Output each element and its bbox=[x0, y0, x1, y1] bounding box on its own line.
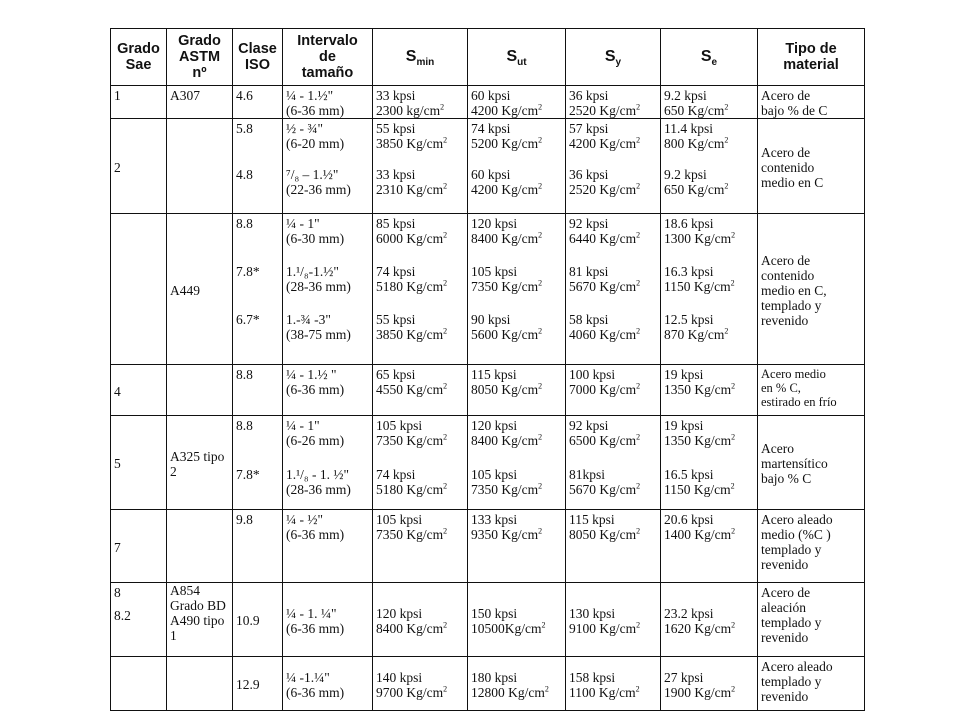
intervalo-line: (6-36 mm) bbox=[286, 684, 345, 700]
cell-s-e bbox=[661, 365, 758, 416]
cell-grado-astm bbox=[167, 365, 233, 416]
table-row bbox=[111, 657, 865, 711]
tipo-material-line: templado y bbox=[761, 297, 822, 313]
s-min-line: 5180 $Kg/cm^2$ bbox=[376, 278, 448, 294]
spacer bbox=[471, 151, 562, 167]
tipo-material-line: en % C, bbox=[761, 381, 801, 395]
cell-grado-sae bbox=[111, 583, 167, 657]
s-min-line: 4550 $Kg/cm^2$ bbox=[376, 381, 448, 397]
header-s-ut: $S_{ut}$ bbox=[468, 29, 566, 86]
header-intervalo: Intervalo de tamaño bbox=[283, 29, 373, 86]
cell-intervalo bbox=[283, 510, 373, 583]
cell-clase-iso bbox=[233, 657, 283, 711]
s-min-line: 33 kpsi bbox=[376, 88, 416, 103]
clase-iso-value: 4.8 bbox=[236, 167, 253, 182]
tipo-material-line: aleación bbox=[761, 600, 806, 615]
clase-iso-value: 8.8 bbox=[236, 367, 253, 382]
grado-astm-value: A307 bbox=[170, 88, 200, 103]
intervalo-line: (38-75 mm) bbox=[286, 327, 351, 342]
cell-tipo-material bbox=[758, 583, 865, 657]
cell-s-ut bbox=[468, 583, 566, 657]
spacer bbox=[664, 151, 754, 167]
spacer bbox=[376, 246, 464, 264]
grado-astm-value: A854 Grado BD A490 tipo 1 bbox=[170, 583, 226, 643]
spacer bbox=[471, 448, 562, 467]
tipo-material-line: revenido bbox=[761, 557, 809, 572]
cell-clase-iso bbox=[233, 583, 283, 657]
s-ut-line: 90 kpsi bbox=[471, 312, 511, 327]
intervalo-line: (6-20 mm) bbox=[286, 136, 345, 151]
s-ut-line: 8400 $Kg/cm^2$ bbox=[471, 230, 543, 246]
cell-s-y bbox=[566, 416, 661, 510]
spacer bbox=[286, 294, 369, 312]
cell-tipo-material bbox=[758, 657, 865, 711]
clase-iso-value: 10.9 bbox=[236, 613, 260, 628]
cell-clase-iso bbox=[233, 119, 283, 214]
cell-intervalo bbox=[283, 214, 373, 365]
cell-clase-iso bbox=[233, 365, 283, 416]
clase-iso-value: 6.7* bbox=[236, 312, 260, 327]
cell-tipo-material bbox=[758, 214, 865, 365]
s-y-line: 7000 $Kg/cm^2$ bbox=[569, 381, 641, 397]
tipo-material-line: Acero de bbox=[761, 88, 811, 103]
s-ut-line: 105 kpsi bbox=[471, 264, 518, 279]
s-min-line: 2310 $Kg/cm^2$ bbox=[376, 181, 448, 197]
s-min-line: 3850 $Kg/cm^2$ bbox=[376, 326, 448, 342]
cell-grado-astm bbox=[167, 583, 233, 657]
tipo-material-line: martensítico bbox=[761, 456, 828, 471]
spacer bbox=[286, 151, 369, 167]
s-ut-line: 8050 $Kg/cm^2$ bbox=[471, 381, 543, 397]
s-ut-line: 4200 $Kg/cm^2$ bbox=[471, 181, 543, 197]
grado-astm-value bbox=[167, 119, 232, 121]
tipo-material-line: bajo % C bbox=[761, 471, 812, 486]
cell-s-min bbox=[373, 657, 468, 711]
cell-s-ut bbox=[468, 510, 566, 583]
spacer bbox=[236, 433, 279, 448]
spacer bbox=[471, 246, 562, 264]
s-e-line: 20.6 kpsi bbox=[664, 512, 714, 527]
intervalo-line: 1.¹/₈ - 1. ½" bbox=[286, 467, 350, 482]
cell-s-min bbox=[373, 119, 468, 214]
intervalo-line: ¼ - 1.½ " bbox=[286, 367, 337, 382]
cell-clase-iso bbox=[233, 416, 283, 510]
s-ut-line: 115 kpsi bbox=[471, 367, 517, 382]
s-ut-line: 5600 $Kg/cm^2$ bbox=[471, 326, 543, 342]
header-row bbox=[111, 29, 865, 86]
clase-iso-value: 7.8* bbox=[236, 467, 260, 482]
tipo-material-line: medio (%C ) bbox=[761, 527, 831, 542]
bolt-grades-table bbox=[110, 28, 865, 711]
tipo-material-line: Acero de bbox=[761, 144, 811, 160]
tipo-material-line: templado y bbox=[761, 615, 822, 630]
cell-clase-iso bbox=[233, 510, 283, 583]
intervalo-line: ¼ - 1" bbox=[286, 418, 320, 433]
tipo-material-line: Acero aleado bbox=[761, 512, 833, 527]
clase-iso-value: 8.8 bbox=[236, 216, 253, 231]
table-row bbox=[111, 86, 865, 119]
s-e-line: 1300 $Kg/cm^2$ bbox=[664, 230, 736, 246]
header-grado-astm: Grado ASTM nº bbox=[167, 29, 233, 86]
table-row bbox=[111, 119, 865, 214]
s-y-line: 92 kpsi bbox=[569, 418, 609, 433]
clase-iso-value: 5.8 bbox=[236, 121, 253, 136]
cell-tipo-material bbox=[758, 510, 865, 583]
tipo-material-line: Acero de bbox=[761, 252, 811, 268]
tipo-material-line: revenido bbox=[761, 312, 809, 328]
grado-astm-value bbox=[167, 657, 232, 659]
cell-grado-sae bbox=[111, 416, 167, 510]
spacer bbox=[376, 294, 464, 312]
cell-grado-sae bbox=[111, 365, 167, 416]
s-e-line: 1150 $Kg/cm^2$ bbox=[664, 481, 735, 497]
cell-intervalo bbox=[283, 657, 373, 711]
tipo-material-line: contenido bbox=[761, 159, 815, 175]
intervalo-line: ¼ - 1" bbox=[286, 216, 320, 231]
s-y-line: 6440 $Kg/cm^2$ bbox=[569, 230, 641, 246]
tipo-material-line: bajo % de C bbox=[761, 103, 828, 118]
s-e-line: 9.2 kpsi bbox=[664, 88, 707, 103]
intervalo-line: 1.¹/₈-1.½" bbox=[286, 264, 339, 279]
s-e-line: 12.5 kpsi bbox=[664, 312, 714, 327]
cell-s-e bbox=[661, 510, 758, 583]
s-e-line: 1350 $Kg/cm^2$ bbox=[664, 432, 736, 448]
intervalo-line: (28-36 mm) bbox=[286, 482, 351, 497]
tipo-material-line: templado y bbox=[761, 674, 822, 689]
intervalo-line: (28-36 mm) bbox=[286, 279, 351, 294]
cell-grado-sae bbox=[111, 214, 167, 365]
s-y-line: 36 kpsi bbox=[569, 167, 609, 182]
spacer bbox=[236, 151, 279, 167]
table-row bbox=[111, 365, 865, 416]
cell-tipo-material bbox=[758, 119, 865, 214]
intervalo-line: ¼ - 1.½" bbox=[286, 88, 334, 103]
spacer bbox=[236, 448, 279, 467]
cell-tipo-material bbox=[758, 365, 865, 416]
tipo-material-line: contenido bbox=[761, 267, 815, 283]
s-min-line: 140 kpsi bbox=[376, 669, 423, 685]
s-y-line: 1100 $Kg/cm^2$ bbox=[569, 684, 640, 700]
s-ut-line: 7350 $Kg/cm^2$ bbox=[471, 481, 543, 497]
cell-s-y bbox=[566, 86, 661, 119]
s-y-line: 57 kpsi bbox=[569, 121, 609, 136]
s-y-line: 2520 $Kg/cm^2$ bbox=[569, 102, 641, 118]
s-min-line: 33 kpsi bbox=[376, 167, 416, 182]
cell-s-ut bbox=[468, 365, 566, 416]
grado-sae-value bbox=[111, 657, 166, 659]
cell-grado-astm bbox=[167, 657, 233, 711]
cell-s-e bbox=[661, 416, 758, 510]
s-ut-line: 5200 $Kg/cm^2$ bbox=[471, 135, 543, 151]
grado-sae-value: 1 bbox=[114, 88, 121, 103]
cell-s-y bbox=[566, 119, 661, 214]
cell-s-ut bbox=[468, 119, 566, 214]
s-min-line: 105 kpsi bbox=[376, 418, 423, 433]
intervalo-line: (22-36 mm) bbox=[286, 182, 351, 197]
intervalo-line: 1.-¾ -3" bbox=[286, 312, 331, 327]
s-ut-line: 150 kpsi bbox=[471, 605, 518, 621]
s-e-line: 1400 $Kg/cm^2$ bbox=[664, 526, 736, 542]
s-y-line: 8050 $Kg/cm^2$ bbox=[569, 526, 641, 542]
cell-grado-astm bbox=[167, 214, 233, 365]
s-min-line: 7350 $Kg/cm^2$ bbox=[376, 432, 448, 448]
grado-astm-value: A449 bbox=[170, 282, 200, 298]
s-e-line: 11.4 kpsi bbox=[664, 121, 714, 136]
s-ut-line: 120 kpsi bbox=[471, 216, 518, 231]
s-ut-line: 4200 $Kg/cm^2$ bbox=[471, 102, 543, 118]
s-y-line: 2520 $Kg/cm^2$ bbox=[569, 181, 641, 197]
cell-grado-sae bbox=[111, 86, 167, 119]
s-ut-line: 7350 $Kg/cm^2$ bbox=[471, 278, 543, 294]
s-ut-line: $10500Kg/cm^2$ bbox=[471, 620, 546, 636]
header-s-min: $S_{min}$ bbox=[373, 29, 468, 86]
spacer bbox=[236, 279, 279, 294]
s-e-line: 870 $Kg/cm^2$ bbox=[664, 326, 729, 342]
intervalo-line: ¼ - ½" bbox=[286, 512, 324, 527]
cell-s-e bbox=[661, 583, 758, 657]
clase-iso-value: 12.9 bbox=[236, 677, 260, 692]
cell-clase-iso bbox=[233, 86, 283, 119]
s-e-line: 16.3 kpsi bbox=[664, 264, 714, 279]
s-y-line: 4060 $Kg/cm^2$ bbox=[569, 326, 641, 342]
clase-iso-value: 9.8 bbox=[236, 512, 253, 527]
cell-s-min bbox=[373, 365, 468, 416]
s-y-line: 5670 $Kg/cm^2$ bbox=[569, 278, 641, 294]
tipo-material-line: templado y bbox=[761, 542, 822, 557]
intervalo-line: (6-30 mm) bbox=[286, 231, 345, 246]
grado-sae-value: 8.2 bbox=[114, 608, 131, 623]
spacer bbox=[376, 151, 464, 167]
s-min-line: 6000 $Kg/cm^2$ bbox=[376, 230, 448, 246]
cell-s-e bbox=[661, 119, 758, 214]
s-min-line: 8400 $Kg/cm^2$ bbox=[376, 620, 448, 636]
cell-intervalo bbox=[283, 86, 373, 119]
s-min-line: 74 kpsi bbox=[376, 467, 416, 482]
grado-sae-value: 7 bbox=[114, 539, 121, 555]
s-ut-line: 105 kpsi bbox=[471, 467, 518, 482]
s-min-line: 74 kpsi bbox=[376, 264, 416, 279]
s-e-line: 650 $Kg/cm^2$ bbox=[664, 102, 729, 118]
spacer bbox=[664, 246, 754, 264]
s-ut-line: 180 kpsi bbox=[471, 669, 518, 685]
cell-grado-astm bbox=[167, 119, 233, 214]
s-e-line: 650 $Kg/cm^2$ bbox=[664, 181, 729, 197]
cell-s-min bbox=[373, 583, 468, 657]
cell-grado-astm bbox=[167, 510, 233, 583]
cell-s-min bbox=[373, 416, 468, 510]
table-row bbox=[111, 583, 865, 657]
cell-s-min bbox=[373, 86, 468, 119]
s-ut-line: 8400 $Kg/cm^2$ bbox=[471, 432, 543, 448]
s-ut-line: 120 kpsi bbox=[471, 418, 518, 433]
intervalo-line: ¼ - 1. ¼" bbox=[286, 605, 337, 621]
cell-intervalo bbox=[283, 119, 373, 214]
clase-iso-value: 4.6 bbox=[236, 88, 253, 103]
s-y-line: 36 kpsi bbox=[569, 88, 609, 103]
s-ut-line: 12800 $Kg/cm^2$ bbox=[471, 684, 549, 700]
s-e-line: 19 kpsi bbox=[664, 418, 704, 433]
s-min-line: 2300 $kg/cm^2$ bbox=[376, 102, 445, 118]
tipo-material-line: revenido bbox=[761, 630, 809, 645]
spacer bbox=[236, 246, 279, 264]
s-min-line: 105 kpsi bbox=[376, 512, 423, 527]
s-y-line: 58 kpsi bbox=[569, 312, 609, 327]
cell-s-ut bbox=[468, 657, 566, 711]
clase-iso-value: 8.8 bbox=[236, 418, 253, 433]
spacer bbox=[569, 294, 657, 312]
cell-s-y bbox=[566, 365, 661, 416]
cell-s-ut bbox=[468, 214, 566, 365]
intervalo-line: (6-36 mm) bbox=[286, 382, 345, 397]
header-clase-iso: Clase ISO bbox=[233, 29, 283, 86]
spacer bbox=[286, 246, 369, 264]
s-e-line: 18.6 kpsi bbox=[664, 216, 714, 231]
cell-grado-sae bbox=[111, 119, 167, 214]
s-min-line: 55 kpsi bbox=[376, 312, 416, 327]
grado-astm-value: A325 tipo 2 bbox=[170, 448, 225, 479]
tipo-material-line: estirado en frío bbox=[761, 395, 837, 409]
s-y-line: 158 kpsi bbox=[569, 669, 616, 685]
intervalo-line: (6-36 mm) bbox=[286, 103, 345, 118]
cell-intervalo bbox=[283, 416, 373, 510]
spacer bbox=[236, 294, 279, 312]
cell-grado-sae bbox=[111, 657, 167, 711]
header-tipo-material: Tipo de material bbox=[758, 29, 865, 86]
cell-s-e bbox=[661, 657, 758, 711]
bolt-grades-sheet bbox=[110, 28, 864, 711]
cell-s-y bbox=[566, 583, 661, 657]
intervalo-line: ½ - ¾" bbox=[286, 121, 324, 136]
cell-grado-sae bbox=[111, 510, 167, 583]
s-y-line: 81 kpsi bbox=[569, 264, 609, 279]
s-y-line: 100 kpsi bbox=[569, 367, 616, 382]
cell-tipo-material bbox=[758, 86, 865, 119]
s-y-line: 130 kpsi bbox=[569, 605, 616, 621]
cell-intervalo bbox=[283, 365, 373, 416]
s-min-line: 55 kpsi bbox=[376, 121, 416, 136]
s-e-line: 27 kpsi bbox=[664, 669, 704, 685]
s-min-line: 7350 $Kg/cm^2$ bbox=[376, 526, 448, 542]
s-y-line: 115 kpsi bbox=[569, 512, 615, 527]
spacer bbox=[569, 246, 657, 264]
s-y-line: 6500 $Kg/cm^2$ bbox=[569, 432, 641, 448]
s-min-line: 3850 $Kg/cm^2$ bbox=[376, 135, 448, 151]
s-e-line: 1350 $Kg/cm^2$ bbox=[664, 381, 736, 397]
s-y-line: 9100 $Kg/cm^2$ bbox=[569, 620, 641, 636]
grado-sae-value: 5 bbox=[114, 456, 121, 471]
s-min-line: 5180 $Kg/cm^2$ bbox=[376, 481, 448, 497]
grado-sae-value: 8 bbox=[114, 585, 121, 600]
table-body bbox=[111, 86, 865, 711]
s-e-line: 9.2 kpsi bbox=[664, 167, 707, 182]
intervalo-line: ⁷/₈ – 1.½" bbox=[286, 167, 339, 182]
grado-sae-value: 4 bbox=[114, 383, 121, 399]
tipo-material-line: medio en C bbox=[761, 174, 824, 190]
spacer bbox=[236, 136, 279, 151]
s-min-line: 9700 $Kg/cm^2$ bbox=[376, 684, 448, 700]
cell-s-y bbox=[566, 510, 661, 583]
spacer bbox=[664, 294, 754, 312]
tipo-material-line: medio en C, bbox=[761, 282, 827, 298]
header-grado-sae: Grado Sae bbox=[111, 29, 167, 86]
s-e-line: 19 kpsi bbox=[664, 367, 704, 382]
cell-s-e bbox=[661, 86, 758, 119]
s-y-line: 4200 $Kg/cm^2$ bbox=[569, 135, 641, 151]
tipo-material-line: Acero bbox=[761, 441, 794, 456]
s-ut-line: 74 kpsi bbox=[471, 121, 511, 136]
intervalo-line: (6-36 mm) bbox=[286, 527, 345, 542]
cell-s-y bbox=[566, 657, 661, 711]
cell-s-ut bbox=[468, 416, 566, 510]
spacer bbox=[286, 448, 369, 467]
grado-sae-value: 2 bbox=[114, 159, 121, 175]
s-ut-line: 60 kpsi bbox=[471, 88, 511, 103]
s-min-line: 65 kpsi bbox=[376, 367, 416, 382]
cell-grado-astm bbox=[167, 416, 233, 510]
cell-s-min bbox=[373, 510, 468, 583]
header-s-e: $S_e$ bbox=[661, 29, 758, 86]
table-row bbox=[111, 510, 865, 583]
spacer bbox=[569, 151, 657, 167]
s-e-line: 800 $Kg/cm^2$ bbox=[664, 135, 729, 151]
cell-grado-astm bbox=[167, 86, 233, 119]
header-s-y: $S_y$ bbox=[566, 29, 661, 86]
s-ut-line: 133 kpsi bbox=[471, 512, 518, 527]
spacer bbox=[471, 294, 562, 312]
s-ut-line: 9350 $Kg/cm^2$ bbox=[471, 526, 543, 542]
cell-s-min bbox=[373, 214, 468, 365]
s-e-line: 1900 $Kg/cm^2$ bbox=[664, 684, 736, 700]
grado-sae-value bbox=[111, 214, 166, 216]
tipo-material-line: Acero de bbox=[761, 585, 811, 600]
grado-astm-value bbox=[167, 510, 232, 512]
s-y-line: 81kpsi bbox=[569, 467, 606, 482]
intervalo-line: (6-36 mm) bbox=[286, 620, 345, 636]
table-row bbox=[111, 214, 865, 365]
intervalo-line: (6-26 mm) bbox=[286, 433, 345, 448]
cell-intervalo bbox=[283, 583, 373, 657]
tipo-material-line: revenido bbox=[761, 689, 809, 704]
spacer bbox=[664, 448, 754, 467]
s-ut-line: 60 kpsi bbox=[471, 167, 511, 182]
spacer bbox=[236, 231, 279, 246]
intervalo-line: ¼ -1.¼" bbox=[286, 669, 330, 685]
s-y-line: 92 kpsi bbox=[569, 216, 609, 231]
cell-tipo-material bbox=[758, 416, 865, 510]
cell-clase-iso bbox=[233, 214, 283, 365]
grado-astm-value bbox=[167, 365, 232, 367]
spacer bbox=[569, 448, 657, 467]
s-y-line: 5670 $Kg/cm^2$ bbox=[569, 481, 641, 497]
spacer bbox=[376, 448, 464, 467]
s-e-line: 16.5 kpsi bbox=[664, 467, 714, 482]
s-e-line: 1620 $Kg/cm^2$ bbox=[664, 620, 736, 636]
clase-iso-value: 7.8* bbox=[236, 264, 260, 279]
s-e-line: 1150 $Kg/cm^2$ bbox=[664, 278, 735, 294]
s-min-line: 120 kpsi bbox=[376, 605, 423, 621]
cell-s-e bbox=[661, 214, 758, 365]
cell-s-ut bbox=[468, 86, 566, 119]
table-row bbox=[111, 416, 865, 510]
tipo-material-line: Acero medio bbox=[761, 367, 826, 381]
s-min-line: 85 kpsi bbox=[376, 216, 416, 231]
tipo-material-line: Acero aleado bbox=[761, 659, 833, 674]
s-e-line: 23.2 kpsi bbox=[664, 605, 714, 621]
cell-s-y bbox=[566, 214, 661, 365]
